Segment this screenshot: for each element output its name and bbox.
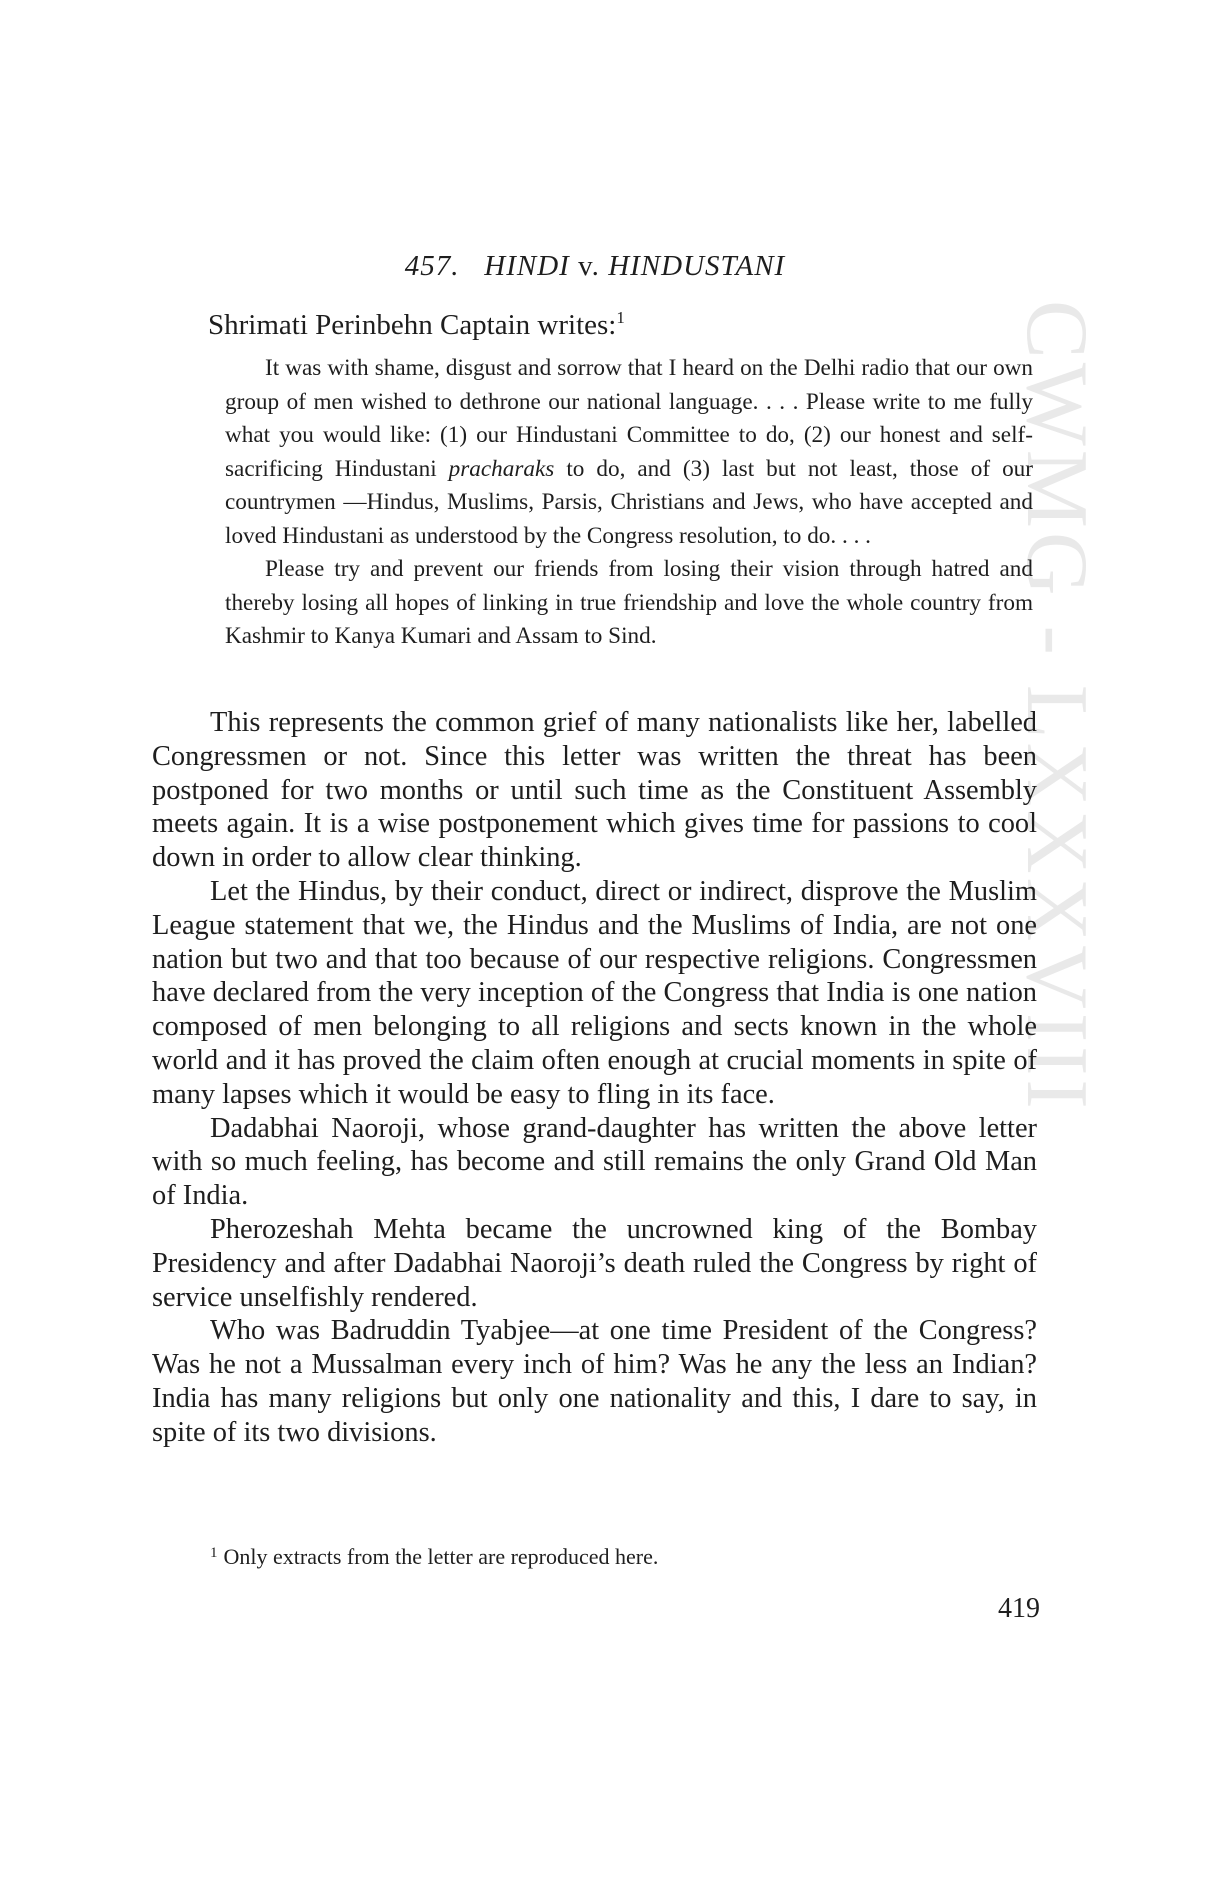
watermark: CWMG - LXXXVIII bbox=[1008, 300, 1105, 1113]
heading-title-v: v. bbox=[578, 250, 600, 282]
quote-p1-italic: pracharaks bbox=[448, 455, 555, 482]
footnote bbox=[210, 1544, 658, 1570]
page-number: 419 bbox=[998, 1593, 1040, 1624]
body-paragraph-1: This represents the common grief of many nationalists like her, labelled Congressmen or not. Since this letter was written the threat has been postponed for two months or until such time as the Constituent Assembly meets again. It is a wise postponement which gives time for passions to cool down in order to allow clear thinking. bbox=[152, 707, 1037, 874]
quote-p1-text-b: to do, and (3) last but not least, those of our countrymen —Hindus, Muslims, Parsis, Christians and Jews, who have accepted and loved Hindustani as understood by the Congress resolution, to do. . . . bbox=[225, 455, 1033, 549]
body-paragraph-5: Who was Badruddin Tyabjee—at one time President of the Congress? Was he not a Mussalman every inch of him? Was he any the less an Indian? India has many religions but only one nationality and this, I dare to say, in spite of its two divisions. bbox=[152, 1315, 1037, 1448]
section-heading bbox=[150, 250, 1040, 283]
heading-number: 457. bbox=[404, 250, 460, 282]
quoted-letter bbox=[225, 352, 1033, 654]
body-text bbox=[152, 706, 1037, 1450]
quote-paragraph-1 bbox=[225, 352, 1033, 553]
quote-paragraph-2: Please try and prevent our friends from losing their vision through hatred and thereby losing all hopes of linking in true friendship and love the whole country from Kashmir to Kanya Kumari and Assam to Sind. bbox=[225, 556, 1033, 649]
body-paragraph-4: Pherozeshah Mehta became the uncrowned king of the Bombay Presidency and after Dadabhai Naoroji’s death ruled the Congress by right of service unselfishly rendered. bbox=[152, 1213, 1037, 1313]
footnote-text: Only extracts from the letter are reproduced here. bbox=[223, 1544, 659, 1569]
footnote-marker: 1 bbox=[210, 1545, 218, 1561]
quote-p1-text-a: It was with shame, disgust and sorrow that I heard on the Delhi radio that our own group of men wished to dethrone our national language. . . . Please write to me fully what you would like: (1) our Hindustani Committee to do, (2) our honest and self-sacrificing Hindustani bbox=[225, 355, 1033, 482]
body-paragraph-2: Let the Hindus, by their conduct, direct or indirect, disprove the Muslim League statement that we, the Hindus and the Muslims of India, are not one nation but two and that too because of our respective religions. Congressmen have declared from the very inception of the Congress that India is one nation composed of men belonging to all religions and sects known in the whole world and it has proved the claim often enough at crucial moments in spite of many lapses which it would be easy to fling in its face. bbox=[152, 875, 1037, 1110]
body-paragraph-3: Dadabhai Naoroji, whose grand-daughter has written the above letter with so much feeling, has become and still remains the only Grand Old Man of India. bbox=[152, 1112, 1037, 1212]
intro-text: Shrimati Perinbehn Captain writes: bbox=[208, 309, 617, 341]
heading-title-part1: HINDI bbox=[484, 250, 570, 282]
heading-title-part2: HINDUSTANI bbox=[608, 250, 786, 282]
intro-footnote-marker: 1 bbox=[616, 308, 625, 327]
intro-line bbox=[208, 308, 625, 342]
